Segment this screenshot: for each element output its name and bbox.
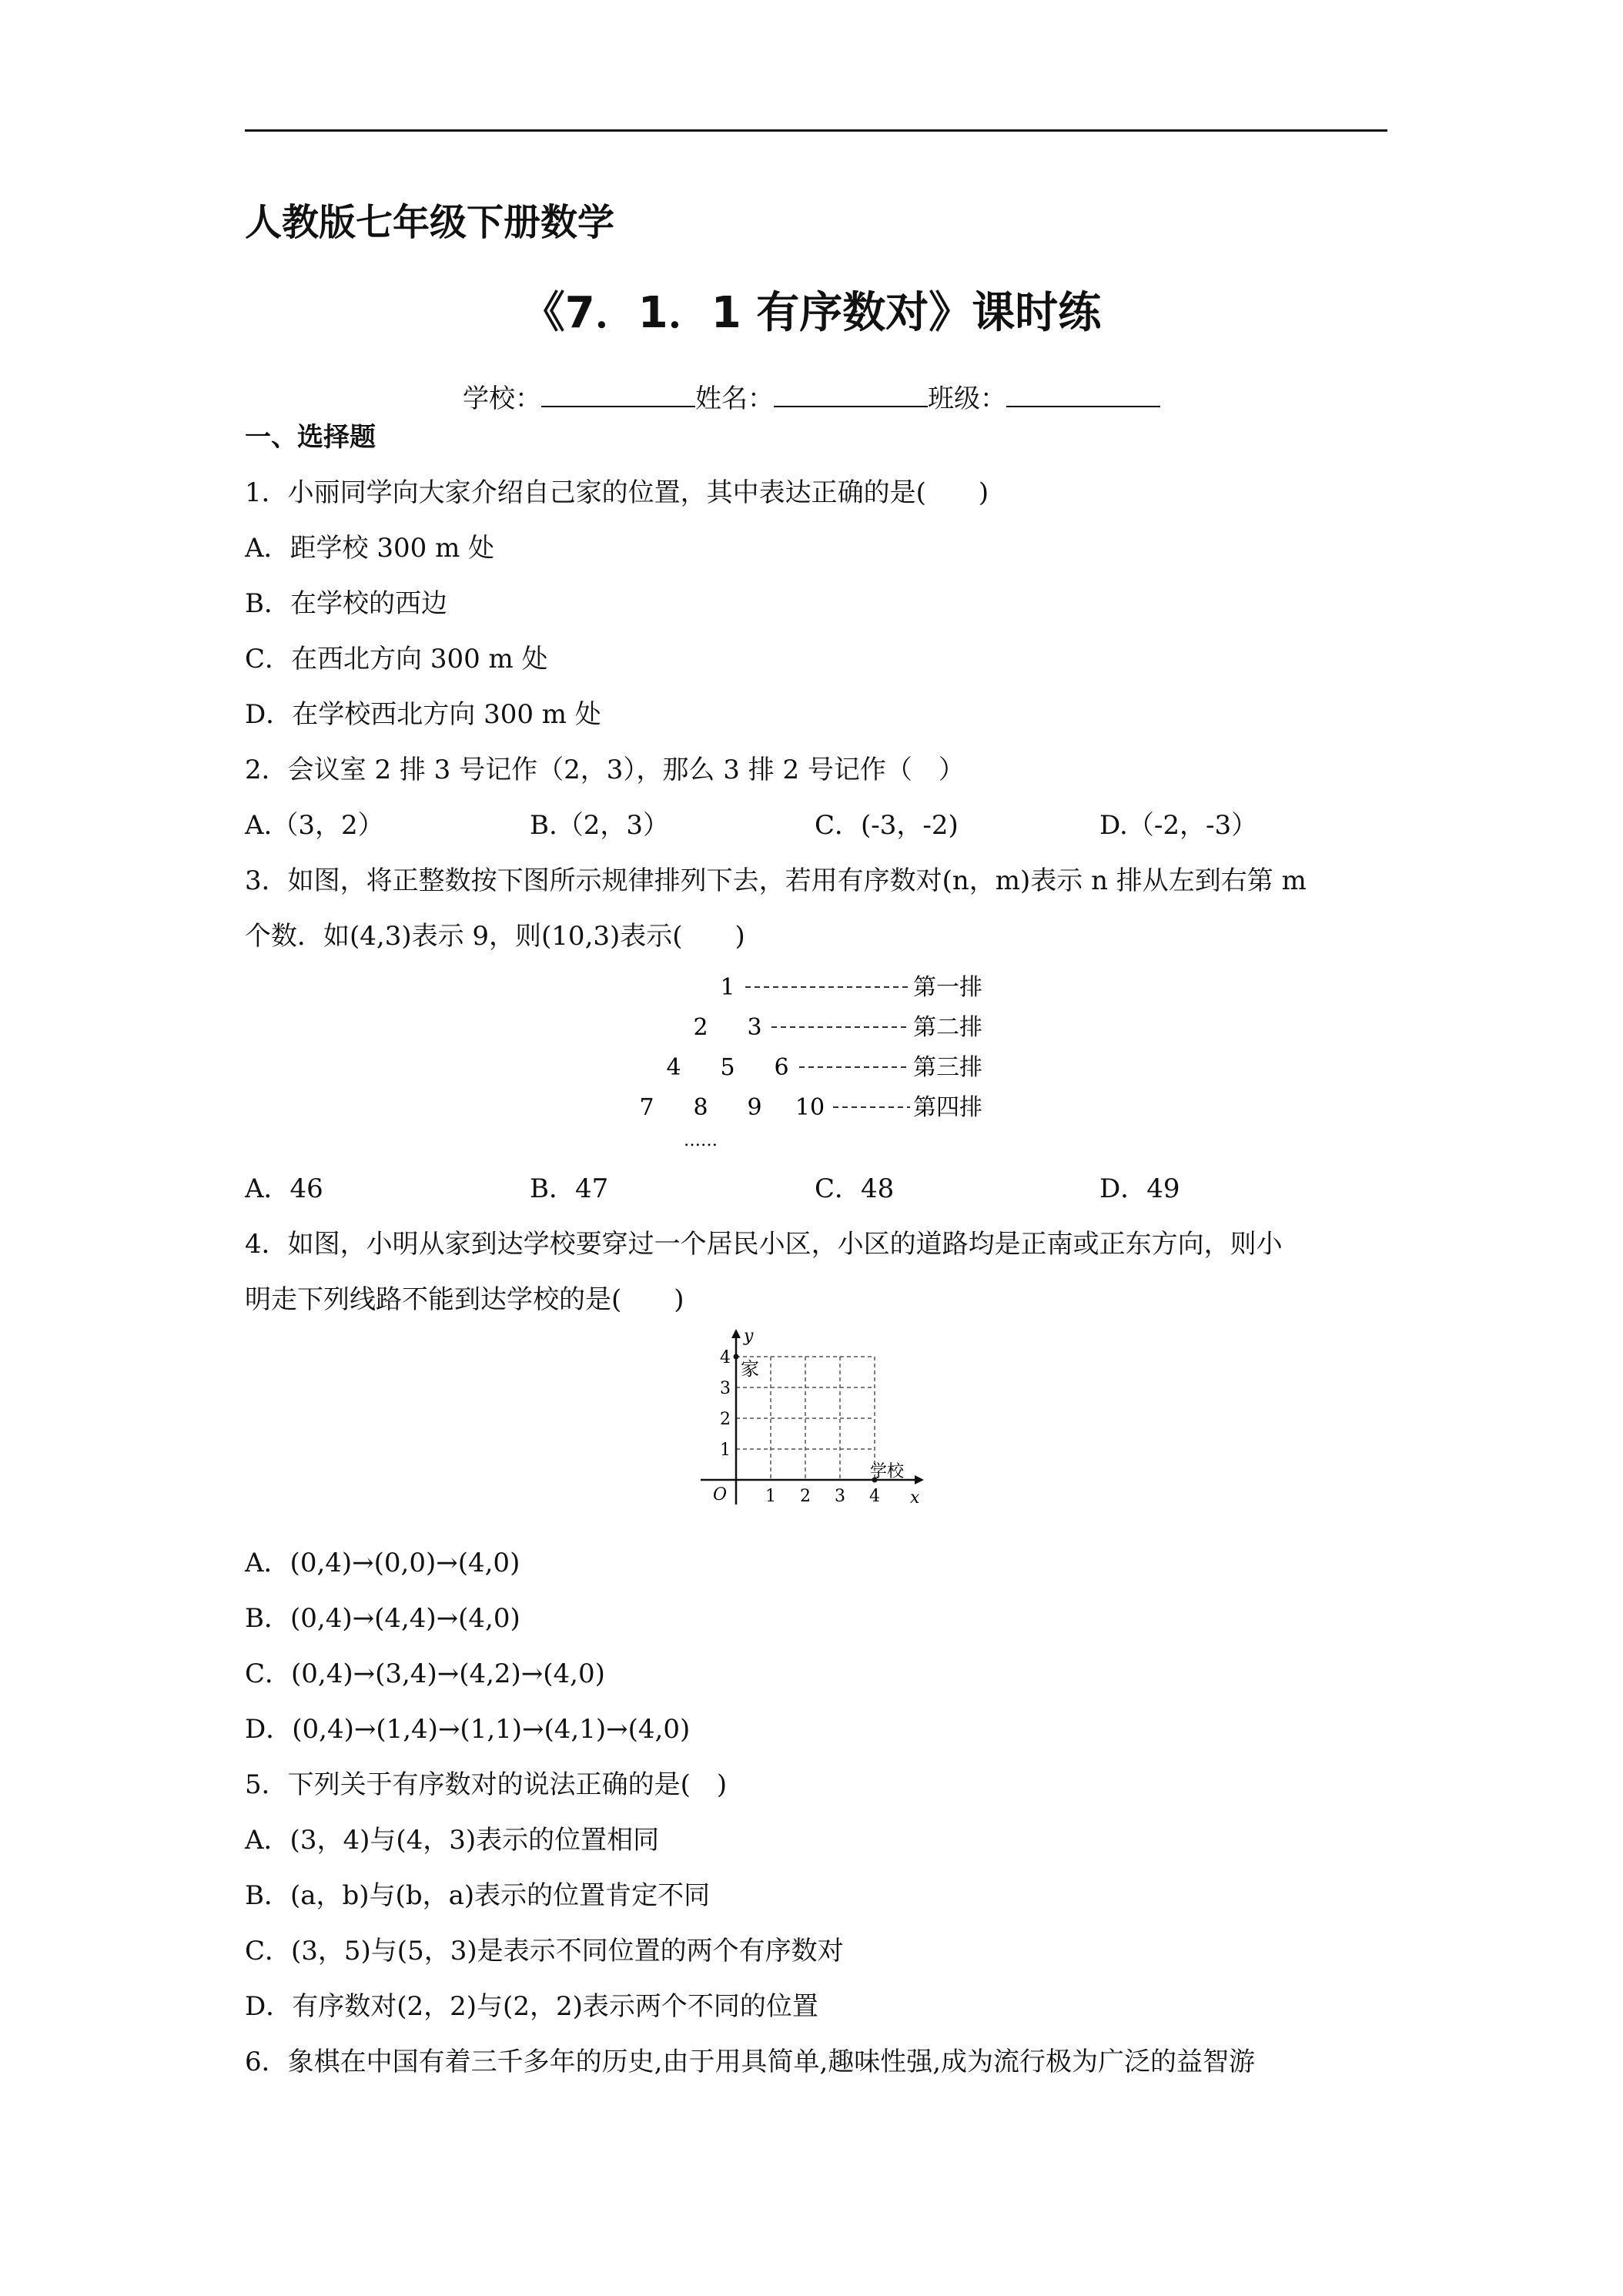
q5-option-b: B．(a，b)与(b，a)表示的位置肯定不同: [245, 1880, 711, 1911]
q1-option-c: C．在西北方向 300 m 处: [245, 644, 548, 674]
q4-option-d: D．(0,4)→(1,4)→(1,1)→(4,1)→(4,0): [245, 1714, 691, 1745]
q1-stem: 1．小丽同学向大家介绍自己家的位置，其中表达正确的是( ): [245, 477, 989, 508]
q4-coordinate-grid-figure: [693, 1326, 939, 1518]
q3-row-label-4: 第四排: [913, 1094, 982, 1121]
q4-option-a: A．(0,4)→(0,0)→(4,0): [245, 1548, 520, 1578]
q3-num-6: 6: [774, 1054, 789, 1081]
q4-home-label: 家: [741, 1358, 759, 1380]
q3-row-label-3: 第三排: [913, 1054, 982, 1081]
q3-row-label-1: 第一排: [913, 974, 982, 1001]
q3-stem-line1: 3．如图，将正整数按下图所示规律排列下去，若用有序数对(n，m)表示 n 排从左到右第 m: [245, 865, 1307, 896]
name-label: 姓名：: [695, 383, 774, 414]
q3-option-c: C．48: [815, 1173, 895, 1204]
q3-row-label-2: 第二排: [913, 1014, 982, 1041]
q5-option-a: A．(3，4)与(4，3)表示的位置相同: [245, 1825, 660, 1856]
q3-num-2: 2: [693, 1014, 708, 1041]
q4-y-tick-3: 3: [720, 1379, 731, 1398]
q2-option-a: A.（3，2）: [245, 810, 384, 841]
q3-num-1: 1: [720, 974, 735, 1001]
q4-stem-line2: 明走下列线路不能到达学校的是( ): [245, 1284, 684, 1315]
q4-y-tick-4: 4: [720, 1348, 731, 1367]
series-title: 人教版七年级下册数学: [245, 201, 615, 244]
q4-y-axis-arrow: [731, 1329, 741, 1338]
q3-num-10: 10: [795, 1094, 825, 1121]
q4-x-tick-2: 2: [800, 1487, 811, 1506]
q5-option-d: D．有序数对(2，2)与(2，2)表示两个不同的位置: [245, 1991, 818, 2022]
class-label: 班级：: [928, 383, 1006, 414]
q4-school-label: 学校: [870, 1462, 905, 1481]
q3-option-b: B．47: [530, 1173, 609, 1204]
q2-option-d: D.（-2，-3）: [1099, 810, 1258, 841]
q1-option-b: B．在学校的西边: [245, 588, 447, 619]
q3-num-5: 5: [720, 1054, 735, 1081]
q2-stem: 2．会议室 2 排 3 号记作（2，3），那么 3 排 2 号记作（ ）: [245, 755, 965, 785]
name-blank: [774, 380, 928, 407]
section-heading: 一、选择题: [245, 422, 376, 453]
q3-ellipsis: ……: [684, 1131, 718, 1150]
q3-option-d: D．49: [1099, 1173, 1180, 1204]
school-blank: [541, 380, 695, 407]
q3-num-9: 9: [747, 1094, 762, 1121]
q4-x-tick-3: 3: [835, 1487, 845, 1506]
class-blank: [1006, 380, 1160, 407]
q5-stem: 5．下列关于有序数对的说法正确的是( ): [245, 1769, 728, 1800]
q4-y-label: y: [744, 1327, 754, 1346]
q4-x-tick-1: 1: [765, 1487, 776, 1506]
q5-option-c: C．(3，5)与(5，3)是表示不同位置的两个有序数对: [245, 1936, 844, 1966]
q4-stem-line1: 4．如图，小明从家到达学校要穿过一个居民小区，小区的道路均是正南或正东方向，则小: [245, 1229, 1283, 1260]
q3-option-a: A．46: [245, 1173, 323, 1204]
student-info-line: [0, 377, 1623, 415]
q2-option-c: C．(-3，-2): [815, 810, 959, 841]
q1-option-d: D．在学校西北方向 300 m 处: [245, 699, 601, 730]
q2-option-b: B.（2，3）: [530, 810, 670, 841]
q4-x-label: x: [910, 1488, 920, 1508]
q3-num-4: 4: [666, 1054, 681, 1081]
q4-option-c: C．(0,4)→(3,4)→(4,2)→(4,0): [245, 1658, 605, 1689]
header-rule: [245, 129, 1387, 132]
q1-option-a: A．距学校 300 m 处: [245, 533, 495, 564]
q3-number-triangle-figure: [631, 962, 1001, 1155]
q4-home-point: [734, 1354, 739, 1360]
q3-num-3: 3: [747, 1014, 762, 1041]
q4-x-tick-4: 4: [869, 1487, 880, 1506]
q4-y-tick-1: 1: [720, 1441, 731, 1460]
q4-y-tick-2: 2: [720, 1410, 731, 1429]
school-label: 学校：: [463, 383, 541, 414]
q3-num-8: 8: [693, 1094, 708, 1121]
q4-origin-label: O: [713, 1485, 728, 1504]
q3-stem-line2: 个数．如(4,3)表示 9，则(10,3)表示( ): [245, 921, 745, 952]
q6-stem-line1: 6．象棋在中国有着三千多年的历史,由于用具简单,趣味性强,成为流行极为广泛的益智游: [245, 2047, 1256, 2077]
q4-option-b: B．(0,4)→(4,4)→(4,0): [245, 1603, 520, 1634]
q3-num-7: 7: [639, 1094, 654, 1121]
q4-x-axis-arrow: [915, 1475, 924, 1484]
page-title: 《7．1．1 有序数对》课时练: [521, 288, 1102, 338]
